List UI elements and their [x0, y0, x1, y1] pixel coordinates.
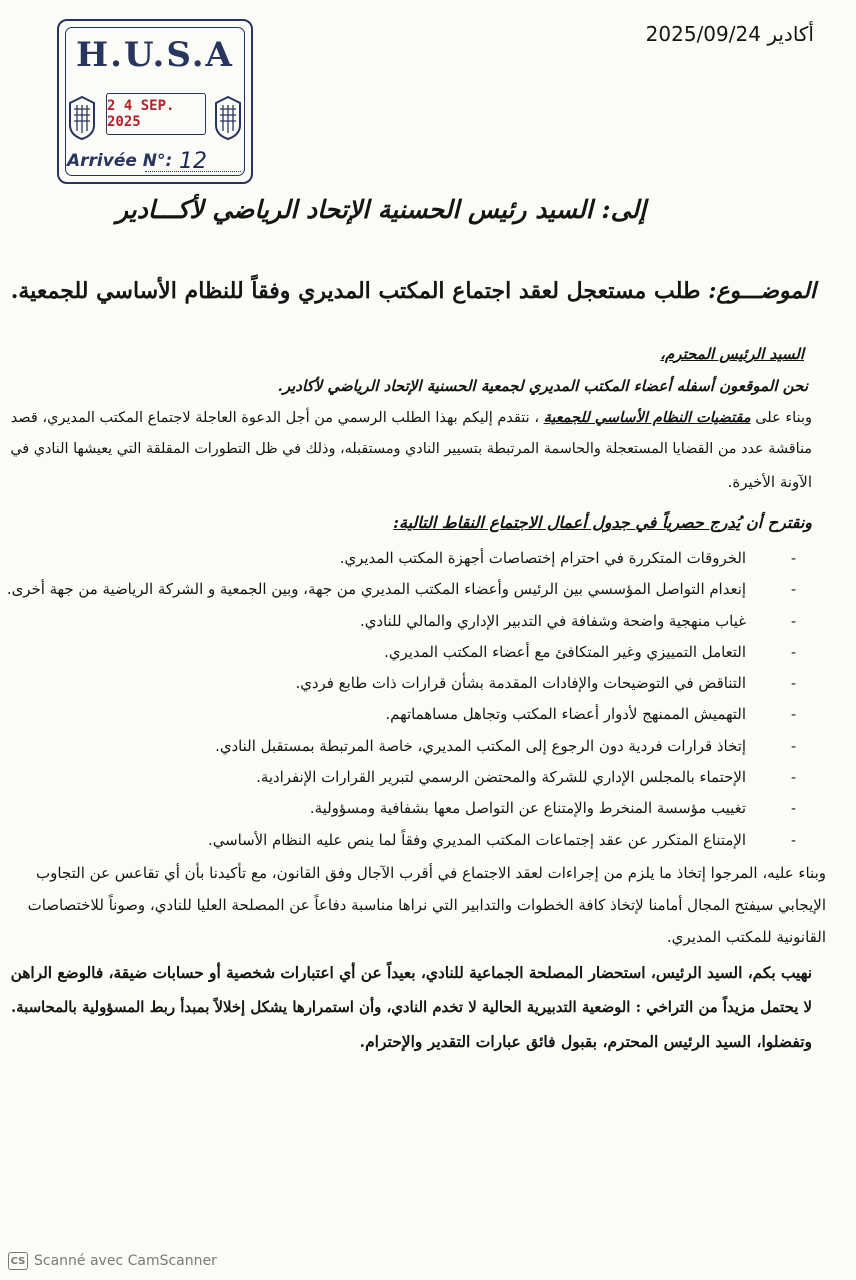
closing-line-1: وبناء عليه، المرجوا إتخاذ ما يلزم من إجراءات لعقد الاجتماع في أقرب الآجال وفق القانون، مع تأكيدنا بأن أي تقاعس عن التجاوب — [36, 864, 826, 882]
camscanner-logo-icon: CS — [8, 1252, 28, 1270]
list-item: - إنعدام التواصل المؤسسي بين الرئيس وأعضاء المكتب المديري من جهة، وبين الجمعية و الشركة الرياضية من جهة أخرى. — [6, 580, 796, 599]
addressee: إلى: السيد رئيس الحسنية الإتحاد الرياضي لأكـــادير — [115, 195, 646, 224]
list-item: - إتخاذ قرارات فردية دون الرجوع إلى المكتب المديري، خاصة المرتبطة بمستقبل النادي. — [215, 736, 796, 755]
closing-line-2: الإيجابي سيفتح المجال أمامنا لإتخاذ كافة الخطوات والتدابير التي نراها مناسبة دفاعاً عن المصلحة العليا للنادي، وصوناً للاختصاصات — [27, 896, 826, 914]
list-item: - تغييب مؤسسة المنخرط والإمتناع عن التواصل معها بشفافية ومسؤولية. — [309, 799, 796, 818]
agenda-list — [6, 543, 796, 856]
intro-line-2: وبناء على مقتضيات النظام الأساسي للجمعية ، نتقدم إليكم بهذا الطلب الرسمي من أجل الدعوة العاجلة لاجتماع المكتب المديري، قصد — [10, 409, 812, 426]
subject-label: الموضـــوع: — [708, 278, 816, 304]
scanner-text: Scanné avec CamScanner — [34, 1253, 217, 1269]
stamp-date-box — [106, 93, 206, 135]
subject — [11, 278, 816, 304]
list-item: - التهميش الممنهج لأدوار أعضاء المكتب وتجاهل مساهماتهم. — [385, 705, 796, 724]
scanner-watermark — [8, 1252, 217, 1270]
arrival-stamp — [57, 19, 253, 184]
letter-city: أكادير — [767, 22, 814, 46]
statute-reference: مقتضيات النظام الأساسي للجمعية — [543, 409, 751, 426]
subject-text: طلب مستعجل لعقد اجتماع المكتب المديري وفقاً للنظام الأساسي للجمعية. — [10, 278, 701, 304]
stamp-arrival-number: 12 — [179, 149, 207, 174]
list-item: - الخروقات المتكررة في احترام إختصاصات أجهزة المكتب المديري. — [339, 549, 796, 567]
closing-line-3: القانونية للمكتب المديري. — [666, 928, 826, 946]
list-item: - التناقض في التوضيحات والإفادات المقدمة بشأن قرارات ذات طابع فردي. — [295, 674, 796, 693]
intro-line-3: مناقشة عدد من القضايا المستعجلة والحاسمة المرتبطة بتسيير النادي ومستقبله، وذلك في ظل التطورات المقلقة التي يعيشها النادي في — [10, 441, 812, 457]
intro-line-1: نحن الموقعون أسفله أعضاء المكتب المديري لجمعية الحسنية الإتحاد الرياضي لأكادير. — [277, 377, 808, 395]
agenda-intro: ونقترح أن يُدرج حصرياً في جدول أعمال الاجتماع النقاط التالية: — [393, 513, 812, 532]
salutation: السيد الرئيس المحترم، — [660, 345, 804, 363]
club-emblem-icon — [67, 95, 97, 141]
letter-date-value: 2025/09/24 — [645, 22, 761, 46]
appeal-line-2: لا يحتمل مزيداً من التراخي : الوضعية التدبيرية الحالية لا تخدم النادي، وأن استمرارها يشكل إخلالاً بمبدأ ربط المسؤولية بالمحاسبة. — [10, 998, 812, 1016]
letter-date — [646, 22, 814, 46]
appeal-line-3: وتفضلوا، السيد الرئيس المحترم، بقبول فائق عبارات التقدير والإحترام. — [359, 1032, 812, 1051]
club-emblem-icon — [213, 95, 243, 141]
list-item: - غياب منهجية واضحة وشفافة في التدبير الإداري والمالي للنادي. — [359, 611, 796, 630]
intro-line-4: الآونة الأخيرة. — [727, 473, 812, 491]
appeal-line-1: نهيب بكم، السيد الرئيس، استحضار المصلحة الجماعية للنادي، بعيداً عن أي اعتبارات شخصية أو حسابات ضيقة، فالوضع الراهن — [10, 964, 812, 982]
list-item: - التعامل التمييزي وغير المتكافئ مع أعضاء المكتب المديري. — [384, 642, 796, 661]
stamp-arrival-label: Arrivée N°: — [67, 151, 173, 171]
stamp-date: 2 4 SEP. 2025 — [107, 98, 175, 130]
list-item: - الإحتماء بالمجلس الإداري للشركة والمحتضن الرسمي لتبرير القرارات الإنفرادية. — [256, 768, 796, 787]
stamp-title: H.U.S.A — [76, 35, 234, 75]
list-item: - الإمتناع المتكرر عن عقد إجتماعات المكتب المديري وفقاً لما ينص عليه النظام الأساسي. — [207, 830, 796, 849]
